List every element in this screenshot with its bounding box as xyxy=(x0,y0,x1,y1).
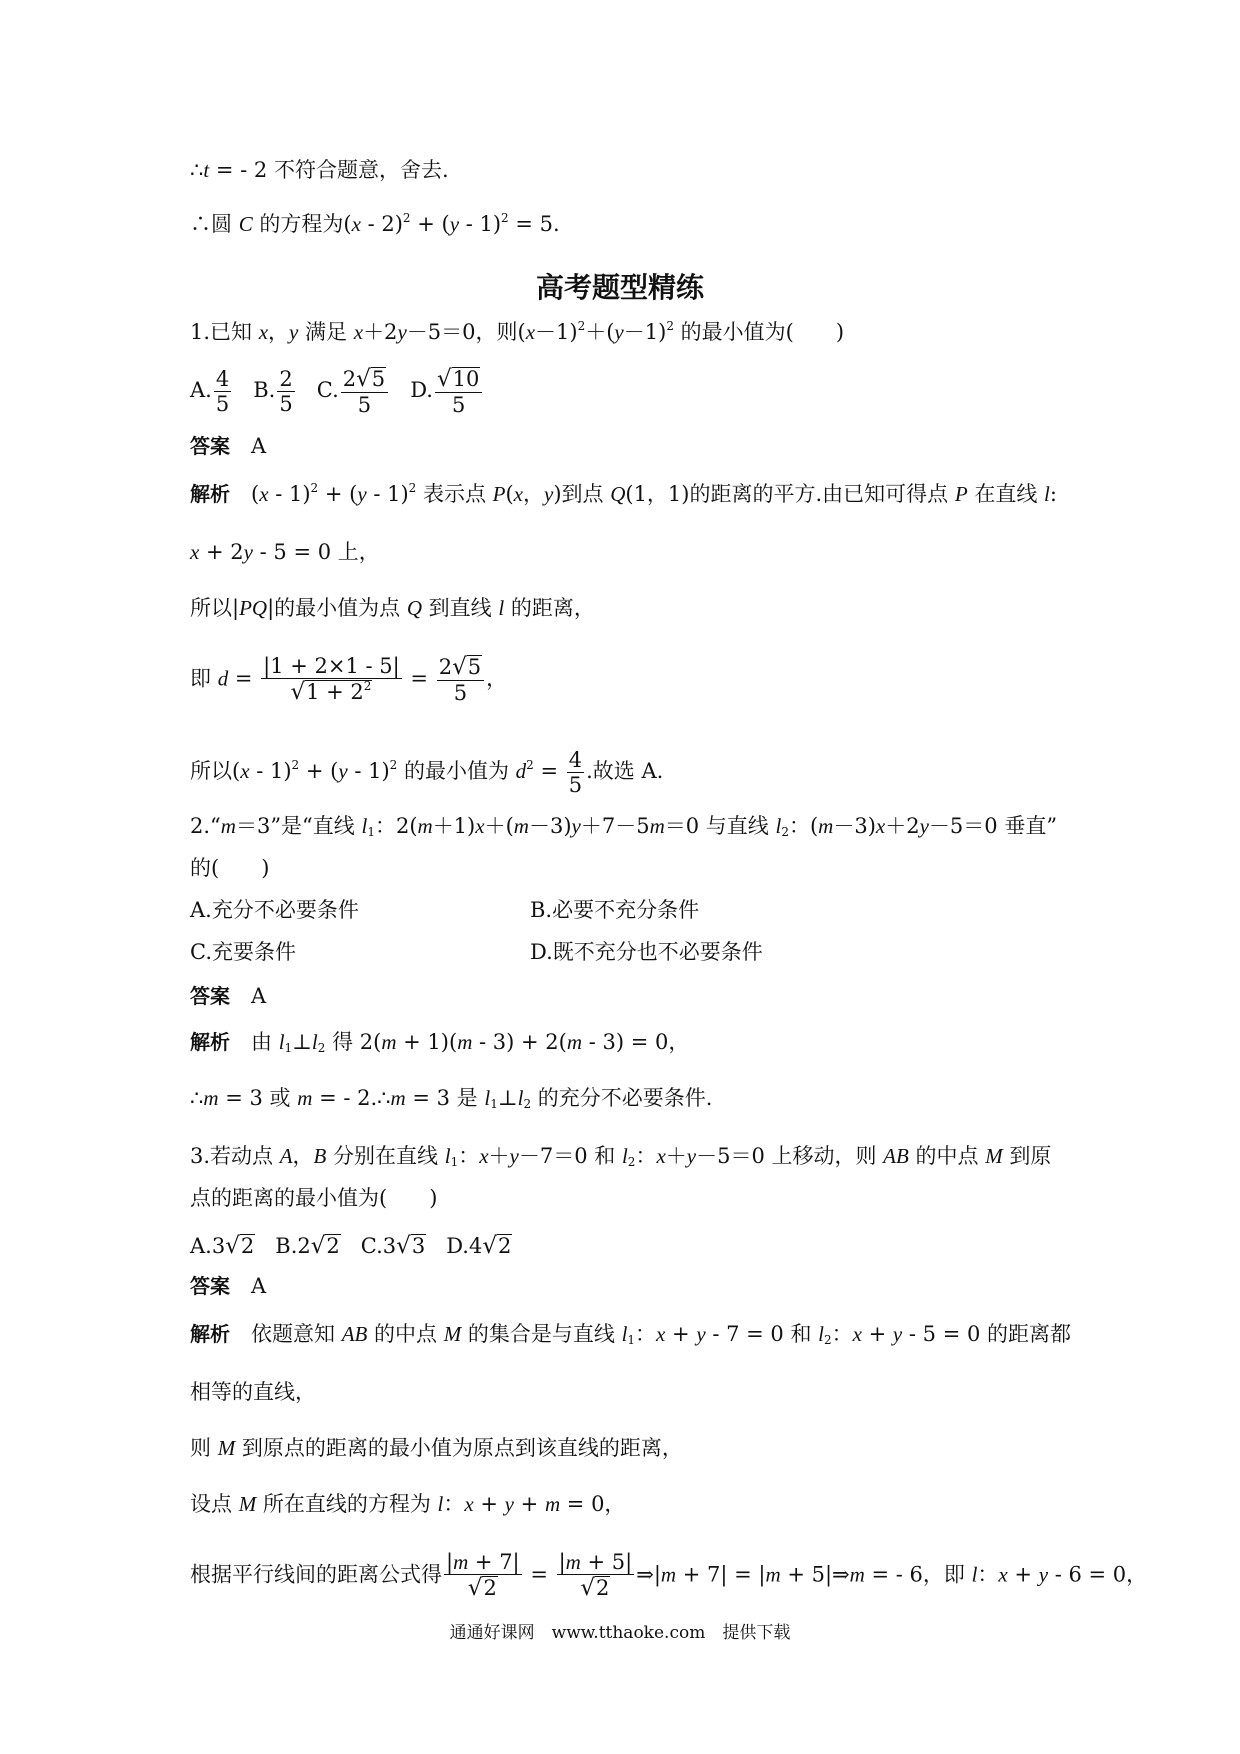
page-footer: 通通好课网 www.tthaoke.com 提供下载 xyxy=(449,1623,791,1643)
q1-analysis-label: 解析 xyxy=(190,482,230,506)
q1-answer xyxy=(190,436,266,457)
q3-option-d: D.4√2 xyxy=(446,1233,512,1259)
q1-option-c: C. $\frac{2√5}{5}$ xyxy=(317,378,390,402)
q2-option-a: A.充分不必要条件 xyxy=(190,898,359,922)
q2-answer-label: 答案 xyxy=(190,984,230,1008)
q3-analysis-line-4: 设点 M 所在直线的方程为 l：x + y + m = 0， xyxy=(190,1492,626,1516)
solution-conclusion-circle: ∴圆 C 的方程为(x - 2)$^2$ + (y - 1)$^2$ = 5. xyxy=(190,211,560,236)
q1-analysis-line-1: 解析 (x - 1)$^2$ + (y - 1)$^2$ 表示点 P(x，y)到点 Q(1，1)的距离的平方.由已知可得点 P 在直线 l: xyxy=(190,481,1057,506)
q3-analysis-line-5: 根据平行线间的距离公式得 $\frac{|m + 7|}{√2}$ = $\frac{|m + 5|}{√2}$ ⇒|m + 7| = |m + 5|⇒m = - 6，即 l：x + y - 6 = 0， xyxy=(190,1550,1148,1602)
q3-stem: 3.若动点 A，B 分别在直线 $l_1$：x＋y－7＝0 和 $l_2$：x＋y－5＝0 上移动，则 AB 的中点 M 到原 xyxy=(190,1144,1052,1169)
q3-options xyxy=(190,1234,512,1258)
q3-option-a: A.3√2 xyxy=(190,1233,255,1259)
q3-stem-tail: 点的距离的最小值为( ) xyxy=(190,1186,438,1210)
q2-stem-tail: 的( ) xyxy=(190,856,270,880)
q1-analysis-line-3: 所以|PQ|的最小值为点 Q 到直线 l 的距离， xyxy=(190,596,595,620)
q1-analysis-line-2: x + 2y - 5 = 0 上， xyxy=(190,540,380,564)
q2-option-d: D.既不充分也不必要条件 xyxy=(530,940,763,964)
q3-option-b: B.2√2 xyxy=(275,1233,340,1259)
q2-analysis-line-2: ∴m = 3 或 m = - 2.∴m = 3 是 $l_1\perp l_2$ 的充分不必要条件. xyxy=(190,1086,713,1111)
q3-analysis-line-1: 解析 依题意知 AB 的中点 M 的集合是与直线 $l_1$：x + y - 7 = 0 和 $l_2$：x + y - 5 = 0 的距离都 xyxy=(190,1322,1072,1347)
q3-option-c: C.3√3 xyxy=(360,1233,426,1259)
section-title: 高考题型精练 xyxy=(535,271,704,304)
q2-option-c: C.充要条件 xyxy=(190,940,296,964)
q1-analysis-line-5: 所以(x - 1)$^2$ + (y - 1)$^2$ 的最小值为 $d^2$ = $\frac{4}{5}$ .故选 A. xyxy=(190,748,664,798)
q1-options xyxy=(190,366,484,418)
q1-stem: 1.已知 x，y 满足 x＋2y－5＝0，则$(x-1)^2+(y-1)^2$ 的最小值为( ) xyxy=(190,319,845,344)
solution-conclusion-t: ∴t = - 2 不符合题意，舍去. xyxy=(190,158,449,182)
q3-answer-label: 答案 xyxy=(190,1274,230,1298)
q2-option-b: B.必要不充分条件 xyxy=(530,898,700,922)
q2-answer-value: A xyxy=(251,984,267,1008)
q3-analysis-label: 解析 xyxy=(190,1322,230,1346)
q1-option-d: D. $\frac{√10}{5}$ xyxy=(410,378,484,402)
q1-answer-value: A xyxy=(251,434,267,458)
q1-option-a: A. $\frac{4}{5}$ xyxy=(190,367,230,417)
q1-analysis-line-4: 即 d = $\frac{|1 + 2\times 1 - 5|}{√1 + 2^2}$ = $\frac{2√5}{5}$ ， xyxy=(190,654,508,706)
q3-analysis-line-2: 相等的直线， xyxy=(190,1380,316,1404)
q2-answer xyxy=(190,986,266,1007)
q1-option-b: B. $\frac{2}{5}$ xyxy=(253,367,293,417)
q3-answer-value: A xyxy=(251,1274,267,1298)
q3-analysis-line-3: 则 M 到原点的距离的最小值为原点到该直线的距离， xyxy=(190,1436,683,1460)
q1-answer-label: 答案 xyxy=(190,434,230,458)
q2-analysis-line-1: 解析 由 $l_1\perp l_2$ 得 2(m + 1)(m - 3) + 2(m - 3) = 0， xyxy=(190,1030,690,1055)
q2-stem: 2.“m＝3”是“直线 $l_1$：2(m＋1)x＋(m－3)y＋7－5m＝0 与直线 $l_2$：(m－3)x＋2y－5＝0 垂直” xyxy=(190,814,1058,839)
q2-analysis-label: 解析 xyxy=(190,1030,230,1054)
q3-answer xyxy=(190,1276,266,1297)
